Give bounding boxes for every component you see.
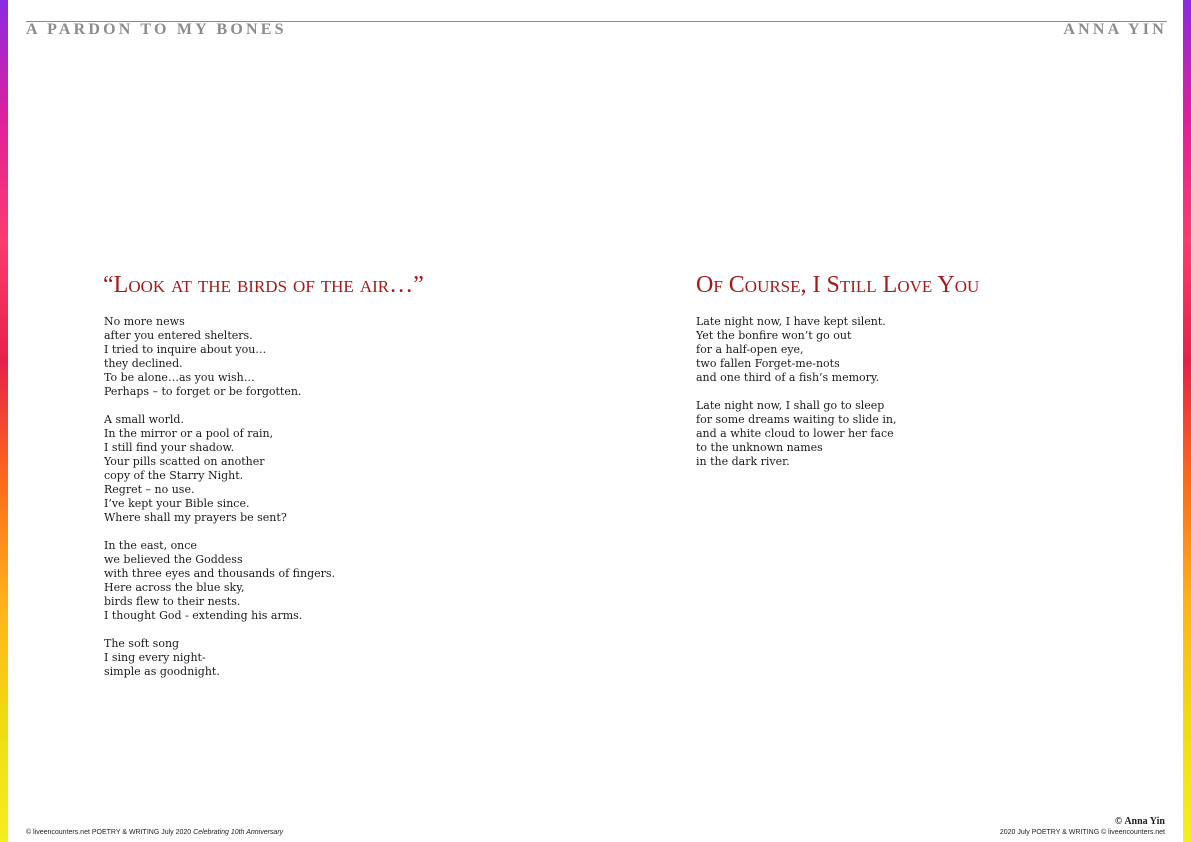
footer-left-text: © liveencounters.net POETRY & WRITING July 2020	[26, 829, 194, 836]
poem-line: and a white cloud to lower her face	[696, 427, 894, 440]
poem-line: The soft song	[104, 637, 180, 650]
poem-line: we believed the Goddess	[104, 553, 243, 566]
running-head-book-title: A PARDON TO MY BONES	[26, 21, 287, 38]
poem-line: with three eyes and thousands of fingers.	[104, 567, 336, 580]
stanza	[696, 315, 897, 385]
poem-line: Regret – no use.	[104, 483, 195, 496]
poem-title-right: Of Course, I Still Love You	[696, 272, 980, 298]
running-head-author: ANNA YIN	[1063, 21, 1167, 38]
poem-line: Perhaps – to forget or be forgotten.	[104, 385, 302, 398]
poem-line: I sing every night-	[104, 651, 206, 664]
poem-line: To be alone…as you wish…	[104, 371, 255, 384]
decorative-right-edge-stripe	[1183, 0, 1191, 842]
decorative-left-edge-stripe	[0, 0, 8, 842]
poem-line: Your pills scatted on another	[104, 455, 265, 468]
poem-line: In the mirror or a pool of rain,	[104, 427, 274, 440]
poem-line: I’ve kept your Bible since.	[104, 497, 250, 510]
footer-right: 2020 July POETRY & WRITING © liveencounters.net	[999, 829, 1165, 836]
poem-line: after you entered shelters.	[104, 329, 253, 342]
poem-line: they declined.	[104, 357, 183, 370]
poem-line: simple as goodnight.	[104, 665, 220, 678]
poem-line: for a half-open eye,	[696, 343, 804, 356]
poem-line: to the unknown names	[696, 441, 823, 454]
copyright-notice: © Anna Yin	[1114, 816, 1165, 827]
poem-line: A small world.	[104, 413, 184, 426]
poem-line: and one third of a fish’s memory.	[696, 371, 880, 384]
poem-line: I still find your shadow.	[104, 441, 235, 454]
poem-line: Here across the blue sky,	[104, 581, 245, 594]
poem-body-left	[104, 315, 335, 679]
poem-title-left: “Look at the birds of the air…”	[103, 272, 424, 298]
poem-line: I thought God - extending his arms.	[104, 609, 303, 622]
poem-line: Late night now, I shall go to sleep	[696, 399, 885, 412]
poem-line: in the dark river.	[696, 455, 790, 468]
poem-line: Late night now, I have kept silent.	[696, 315, 886, 328]
stanza	[696, 399, 897, 469]
stanza	[104, 413, 335, 525]
footer-left	[26, 829, 283, 836]
poem-body-right	[696, 315, 897, 469]
stanza	[104, 637, 335, 679]
poem-line: birds flew to their nests.	[104, 595, 241, 608]
poem-line: Yet the bonfire won’t go out	[696, 329, 852, 342]
poem-line: copy of the Starry Night.	[104, 469, 244, 482]
poem-line: In the east, once	[104, 539, 197, 552]
poem-line: Where shall my prayers be sent?	[104, 511, 287, 524]
stanza	[104, 315, 335, 399]
poem-line: for some dreams waiting to slide in,	[696, 413, 897, 426]
stanza	[104, 539, 335, 623]
poem-line: No more news	[104, 315, 185, 328]
poem-line: two fallen Forget-me-nots	[696, 357, 840, 370]
poem-line: I tried to inquire about you…	[104, 343, 267, 356]
footer-left-italic: Celebrating 10th Anniversary	[193, 829, 284, 836]
